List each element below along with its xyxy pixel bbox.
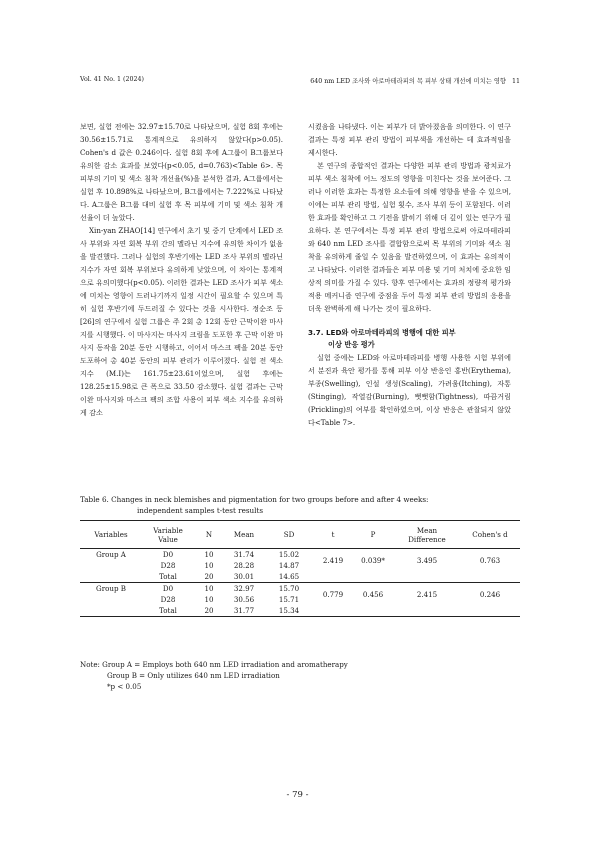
left-paragraph-2: Xin-yan ZHAO[14] 연구에서 초기 및 중기 단계에서 LED 조사 부위와 자연 회복 부위 간의 멜라닌 지수에 유의한 차이가 없음을 발견했다. 그러나 실험의 후반기에는 LED 조사 부위의 멜라닌 지수가 자연 회복 부위보다 유의하게 낮았으며, 이 차이는 통계적으로 유의미했다(p<0.05). 이러한 결과는 LED 조사가 피부 색소에 미치는 영향이 드러나기까지 일정 시간이 필요할 수 있으며 특히 실험 후반기에 두드러질 수 있다는 것을 시사한다. 정순조 등[26]의 연구에서 실험 그룹은 주 2회 총 12회 동안 근막이완 마사지를 시행했다. 이 마사지는 마사지 크림을 도포한 후 근막 이완 마사지 동작을 20분 동안 시행하고, 이어서 마스크 팩을 20분 동안 도포하여 총 40분 동안의 피부 관리가 이루어졌다. 실험 전 색소 지수 (M.I)는 161.75±23.61이었으며, 실험 후에는 128.25±15.98로 큰 폭으로 33.50 감소했다. 실험 결과는 근막 이완 마사지와 마스크 팩의 조합 사용이 피부 색소 지수를 유의하게 감소 — [80, 226, 283, 417]
table-caption — [80, 494, 530, 516]
table-header-row — [80, 521, 520, 549]
page-number: - 79 - — [286, 790, 309, 800]
col-header-variables: Variables — [80, 521, 142, 549]
cell-n: 10 — [204, 584, 214, 593]
cell-value: Total — [142, 605, 194, 617]
table-row — [80, 571, 520, 583]
cell-mean: 28.28 — [233, 561, 255, 570]
right-column — [308, 120, 511, 429]
cell-mean: 31.77 — [224, 605, 264, 617]
group-b-mean-difference: 2.415 — [416, 589, 438, 599]
section-heading-line-2: 이상 반응 평가 — [328, 340, 375, 349]
col-header-variable-value: Variable Value — [142, 521, 194, 549]
group-b-cohens-d: 0.246 — [479, 589, 501, 599]
table-row — [80, 605, 520, 617]
cell-sd: 14.87 — [278, 561, 300, 570]
cell-mean: 30.01 — [224, 571, 264, 583]
cell-value: D0 — [162, 584, 174, 593]
running-title-text: 640 nm LED 조사와 아로마테라피의 목 피부 상태 개선에 미치는 영향 — [310, 78, 506, 85]
col-header-p: P — [352, 521, 394, 549]
group-b-label: Group B — [96, 584, 126, 593]
group-a-mean-difference: 3.495 — [416, 555, 438, 565]
right-paragraph-3: 실험 중에는 LED와 아로마테라피를 병행 사용한 시험 부위에서 분진과 육안 평가를 통해 피부 이상 반응인 홍반(Erythema), 부종(Swelling), 인설 생성(Scaling), 가려움(Itching), 자통(Stinging), 작열감(Burning), 뻣뻣함(Tightness), 따끔거림(Prickling)의 여부를 확인하였으며, 이상 반응은 관찰되지 않았다<Table 7>. — [308, 353, 511, 427]
col-header-cohens-d: Cohen's d — [460, 521, 520, 549]
cell-n: 10 — [204, 561, 214, 570]
cell-value: Total — [142, 571, 194, 583]
col-header-mean: Mean — [224, 521, 264, 549]
cell-mean: 32.97 — [233, 584, 255, 593]
right-paragraph-1: 시켰음을 나타냈다. 이는 피부가 더 밝아졌음을 의미한다. 이 연구 결과는 특정 피부 관리 방법이 피부색을 개선하는 데 효과적임을 제시한다. — [308, 122, 511, 157]
table-caption-line-1: Table 6. Changes in neck blemishes and pigmentation for two groups before and after 4 weeks: — [80, 495, 429, 504]
group-a-t: 2.419 — [322, 555, 344, 565]
right-paragraph-2: 본 연구의 종합적인 결과는 다양한 피부 관리 방법과 광치료가 피부 색소 침착에 어느 정도의 영향을 미친다는 것을 보여준다. 그러나 이러한 효과는 특정한 요소들에 의해 영향을 받을 수 있으며, 이에는 피부 관리 방법, 실험 횟수, 조사 부위 등이 포함된다. 이러한 효과를 확인하고 그 기전을 밝히기 위해 더 깊이 있는 연구가 필요하다. 본 연구에서는 특정 피부 관리 방법으로써 아로마테라피와 640 nm LED 조사를 결합함으로써 목 부위의 기미와 색소 침착을 유의하게 줄일 수 있음을 발견하였으며, 이 효과는 유의적이고 나타났다. 이러한 결과들은 피부 미용 및 기미 처치에 중요한 임상적 의미를 가질 수 있다. 향후 연구에서는 효과의 정량적 평가와 적용 메커니즘 연구에 중점을 두어 특정 피부 관리 방법의 응용을 더욱 완벽하게 해 나가는 것이 필요하다. — [308, 161, 511, 313]
table-notes — [80, 659, 520, 692]
col-header-t: t — [314, 521, 352, 549]
table-note-3: *p < 0.05 — [107, 682, 142, 691]
left-paragraph-1: 보면, 실험 전에는 32.97±15.70로 나타났으며, 실험 8회 후에는 30.56±15.71로 통계적으로 유의하지 않았다(p>0.05). Cohen's d 값은 0.246이다. 실험 8회 후에 A그룹이 B그룹보다 유의한 감소 효과를 보였다(p<0.05, d=0.763)<Table 6>. 목 피부의 기미 및 색소 침착 개선율(%)을 분석한 결과, A그룹에서는 실험 후 10.898%로 나타났으며, B그룹에서는 7.222%로 나타났다. A그룹은 B그룹 대비 실험 후 목 피부에 기미 및 색소 침착 개선율이 더 높았다. — [80, 122, 283, 222]
table-caption-line-2: independent samples t-test results — [137, 506, 264, 515]
journal-volume: Vol. 41 No. 1 (2024) — [80, 76, 144, 83]
group-b-p: 0.456 — [362, 589, 384, 599]
section-heading-line-1: 3.7. LED와 아로마테라피의 병행에 대한 피부 — [308, 328, 456, 337]
cell-sd: 15.34 — [264, 605, 314, 617]
cell-n: 10 — [204, 595, 214, 604]
table-note-2: Group B = Only utilizes 640 nm LED irradiation — [107, 671, 280, 680]
cell-value: D0 — [162, 550, 174, 559]
cell-sd: 15.02 — [278, 550, 300, 559]
cell-n: 10 — [204, 550, 214, 559]
group-a-label: Group A — [96, 550, 126, 559]
table-row — [80, 549, 520, 561]
cell-sd: 15.71 — [278, 595, 300, 604]
running-title — [304, 76, 520, 85]
table-row — [80, 583, 520, 595]
cell-n: 20 — [194, 605, 224, 617]
cell-sd: 15.70 — [278, 584, 300, 593]
group-b-t: 0.779 — [322, 589, 344, 599]
cell-mean: 31.74 — [233, 550, 255, 559]
cell-value: D28 — [160, 595, 176, 604]
cell-value: D28 — [160, 561, 176, 570]
section-heading — [308, 327, 511, 351]
col-header-sd: SD — [264, 521, 314, 549]
header-page-number: 11 — [511, 78, 520, 85]
running-head — [80, 76, 520, 85]
cell-sd: 14.65 — [264, 571, 314, 583]
left-column — [80, 120, 283, 419]
cell-n: 20 — [194, 571, 224, 583]
group-a-p: 0.039* — [361, 555, 385, 565]
col-header-mean-difference: Mean Difference — [394, 521, 460, 549]
cell-mean: 30.56 — [233, 595, 255, 604]
group-a-cohens-d: 0.763 — [479, 555, 501, 565]
table-note-1: Note: Group A = Employs both 640 nm LED irradiation and aromatherapy — [80, 660, 348, 669]
col-header-n: N — [194, 521, 224, 549]
results-table — [80, 520, 520, 617]
